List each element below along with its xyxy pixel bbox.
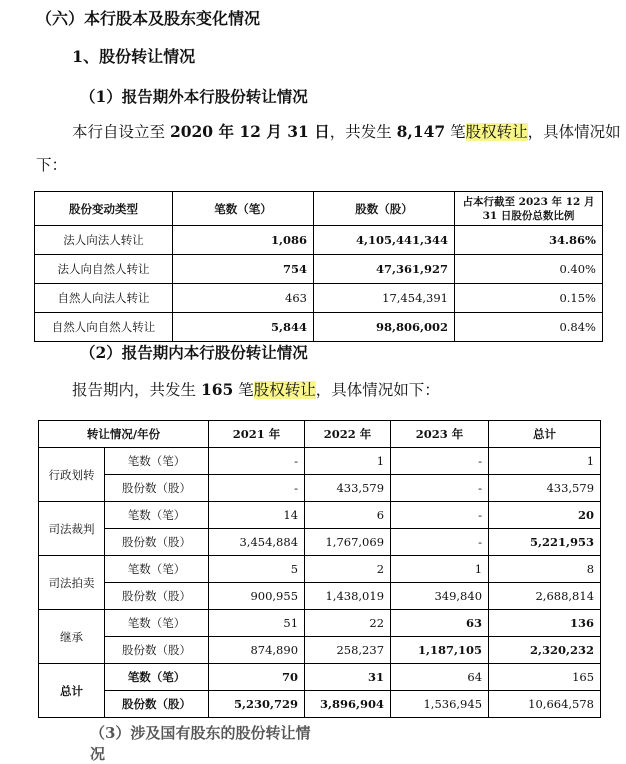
cell-total: 2,320,232 xyxy=(489,637,601,664)
cell-2022: 31 xyxy=(305,664,391,691)
table-header: 2023 年 xyxy=(391,421,489,448)
row-type: 法人向法人转让 xyxy=(35,226,173,255)
table-row xyxy=(39,610,601,637)
row-label: 笔数（笔） xyxy=(105,448,209,475)
group-label: 总计 xyxy=(39,664,105,718)
row-type: 自然人向自然人转让 xyxy=(35,313,173,342)
row-label: 笔数（笔） xyxy=(105,556,209,583)
part2-title: （2）报告期内本行股份转让情况 xyxy=(80,343,308,362)
cell-2021: - xyxy=(209,475,305,502)
row-type: 自然人向法人转让 xyxy=(35,284,173,313)
table-row xyxy=(35,313,603,342)
table-row xyxy=(39,583,601,610)
table-row xyxy=(39,637,601,664)
table-row xyxy=(39,475,601,502)
table-header: 股份变动类型 xyxy=(35,192,173,226)
cell-2022: 433,579 xyxy=(305,475,391,502)
row-ratio: 0.40% xyxy=(455,255,603,284)
table-header: 转让情况/年份 xyxy=(39,421,209,448)
cell-2021: - xyxy=(209,448,305,475)
cell-total: 10,664,578 xyxy=(489,691,601,718)
row-label: 股份数（股） xyxy=(105,691,209,718)
section-title: （六）本行股本及股东变化情况 xyxy=(36,9,261,28)
cell-2023: 1 xyxy=(391,556,489,583)
row-shares: 98,806,002 xyxy=(314,313,455,342)
cell-2023: 1,536,945 xyxy=(391,691,489,718)
row-count: 754 xyxy=(173,255,314,284)
cell-2021: 70 xyxy=(209,664,305,691)
cell-2023: - xyxy=(391,529,489,556)
cell-total: 1 xyxy=(489,448,601,475)
cell-total: 2,688,814 xyxy=(489,583,601,610)
cell-2023: - xyxy=(391,502,489,529)
cell-2023: 1,187,105 xyxy=(391,637,489,664)
part1-paragraph: 本行自设立至 2020 年 12 月 31 日，共发生 8,147 笔股权转让，具体情况如 xyxy=(72,122,621,141)
cell-2023: 349,840 xyxy=(391,583,489,610)
cell-2021: 874,890 xyxy=(209,637,305,664)
row-count: 463 xyxy=(173,284,314,313)
table-row xyxy=(39,691,601,718)
row-type: 法人向自然人转让 xyxy=(35,255,173,284)
row-ratio: 0.84% xyxy=(455,313,603,342)
table-header: 2022 年 xyxy=(305,421,391,448)
cell-total: 20 xyxy=(489,502,601,529)
table-header: 2021 年 xyxy=(209,421,305,448)
cell-2023: 64 xyxy=(391,664,489,691)
cell-2021: 3,454,884 xyxy=(209,529,305,556)
cell-total: 8 xyxy=(489,556,601,583)
table-row xyxy=(39,556,601,583)
table-row xyxy=(39,529,601,556)
row-count: 5,844 xyxy=(173,313,314,342)
table-row xyxy=(35,284,603,313)
cell-total: 433,579 xyxy=(489,475,601,502)
part1-paragraph-line2: 下： xyxy=(36,156,68,174)
row-label: 股份数（股） xyxy=(105,637,209,664)
cell-2021: 900,955 xyxy=(209,583,305,610)
cell-2022: 1 xyxy=(305,448,391,475)
cell-2021: 5 xyxy=(209,556,305,583)
table-header: 总计 xyxy=(489,421,601,448)
cell-total: 5,221,953 xyxy=(489,529,601,556)
table-row xyxy=(39,448,601,475)
row-label: 笔数（笔） xyxy=(105,664,209,691)
row-ratio: 0.15% xyxy=(455,284,603,313)
cell-total: 165 xyxy=(489,664,601,691)
row-label: 笔数（笔） xyxy=(105,502,209,529)
row-label: 笔数（笔） xyxy=(105,610,209,637)
row-count: 1,086 xyxy=(173,226,314,255)
next-heading-cutoff: （3）涉及国有股东的股份转让情况 xyxy=(90,724,311,763)
table-header-row xyxy=(35,192,603,226)
group-label: 继承 xyxy=(39,610,105,664)
row-ratio: 34.86% xyxy=(455,226,603,255)
cell-2023: - xyxy=(391,448,489,475)
cell-2023: 63 xyxy=(391,610,489,637)
cell-2022: 3,896,904 xyxy=(305,691,391,718)
table-header: 笔数（笔） xyxy=(173,192,314,226)
cell-2022: 258,237 xyxy=(305,637,391,664)
part2-paragraph: 报告期内，共发生 165 笔股权转让，具体情况如下： xyxy=(72,380,440,399)
cell-2022: 1,438,019 xyxy=(305,583,391,610)
group-label: 行政划转 xyxy=(39,448,105,502)
highlight-text: 股权转让 xyxy=(253,381,316,399)
table-row xyxy=(39,664,601,691)
pre-period-transfer-table xyxy=(34,191,603,342)
row-label: 股份数（股） xyxy=(105,475,209,502)
group-label: 司法拍卖 xyxy=(39,556,105,610)
cell-2022: 22 xyxy=(305,610,391,637)
row-shares: 47,361,927 xyxy=(314,255,455,284)
cell-2021: 5,230,729 xyxy=(209,691,305,718)
part1-title: （1）报告期外本行股份转让情况 xyxy=(80,87,308,106)
table-row xyxy=(39,502,601,529)
row-label: 股份数（股） xyxy=(105,529,209,556)
highlight-text: 股权转让 xyxy=(465,123,528,141)
in-period-transfer-table xyxy=(38,420,601,718)
row-shares: 4,105,441,344 xyxy=(314,226,455,255)
row-shares: 17,454,391 xyxy=(314,284,455,313)
table-row xyxy=(35,226,603,255)
cell-2021: 14 xyxy=(209,502,305,529)
subsection-title: 1、股份转让情况 xyxy=(72,47,196,66)
table-header: 占本行截至 2023 年 12 月 31 日股份总数比例 xyxy=(455,192,603,226)
cell-2021: 51 xyxy=(209,610,305,637)
cell-2023: - xyxy=(391,475,489,502)
table-row xyxy=(35,255,603,284)
cell-2022: 6 xyxy=(305,502,391,529)
cell-total: 136 xyxy=(489,610,601,637)
cell-2022: 1,767,069 xyxy=(305,529,391,556)
row-label: 股份数（股） xyxy=(105,583,209,610)
table-header: 股数（股） xyxy=(314,192,455,226)
group-label: 司法裁判 xyxy=(39,502,105,556)
table-header-row xyxy=(39,421,601,448)
cell-2022: 2 xyxy=(305,556,391,583)
